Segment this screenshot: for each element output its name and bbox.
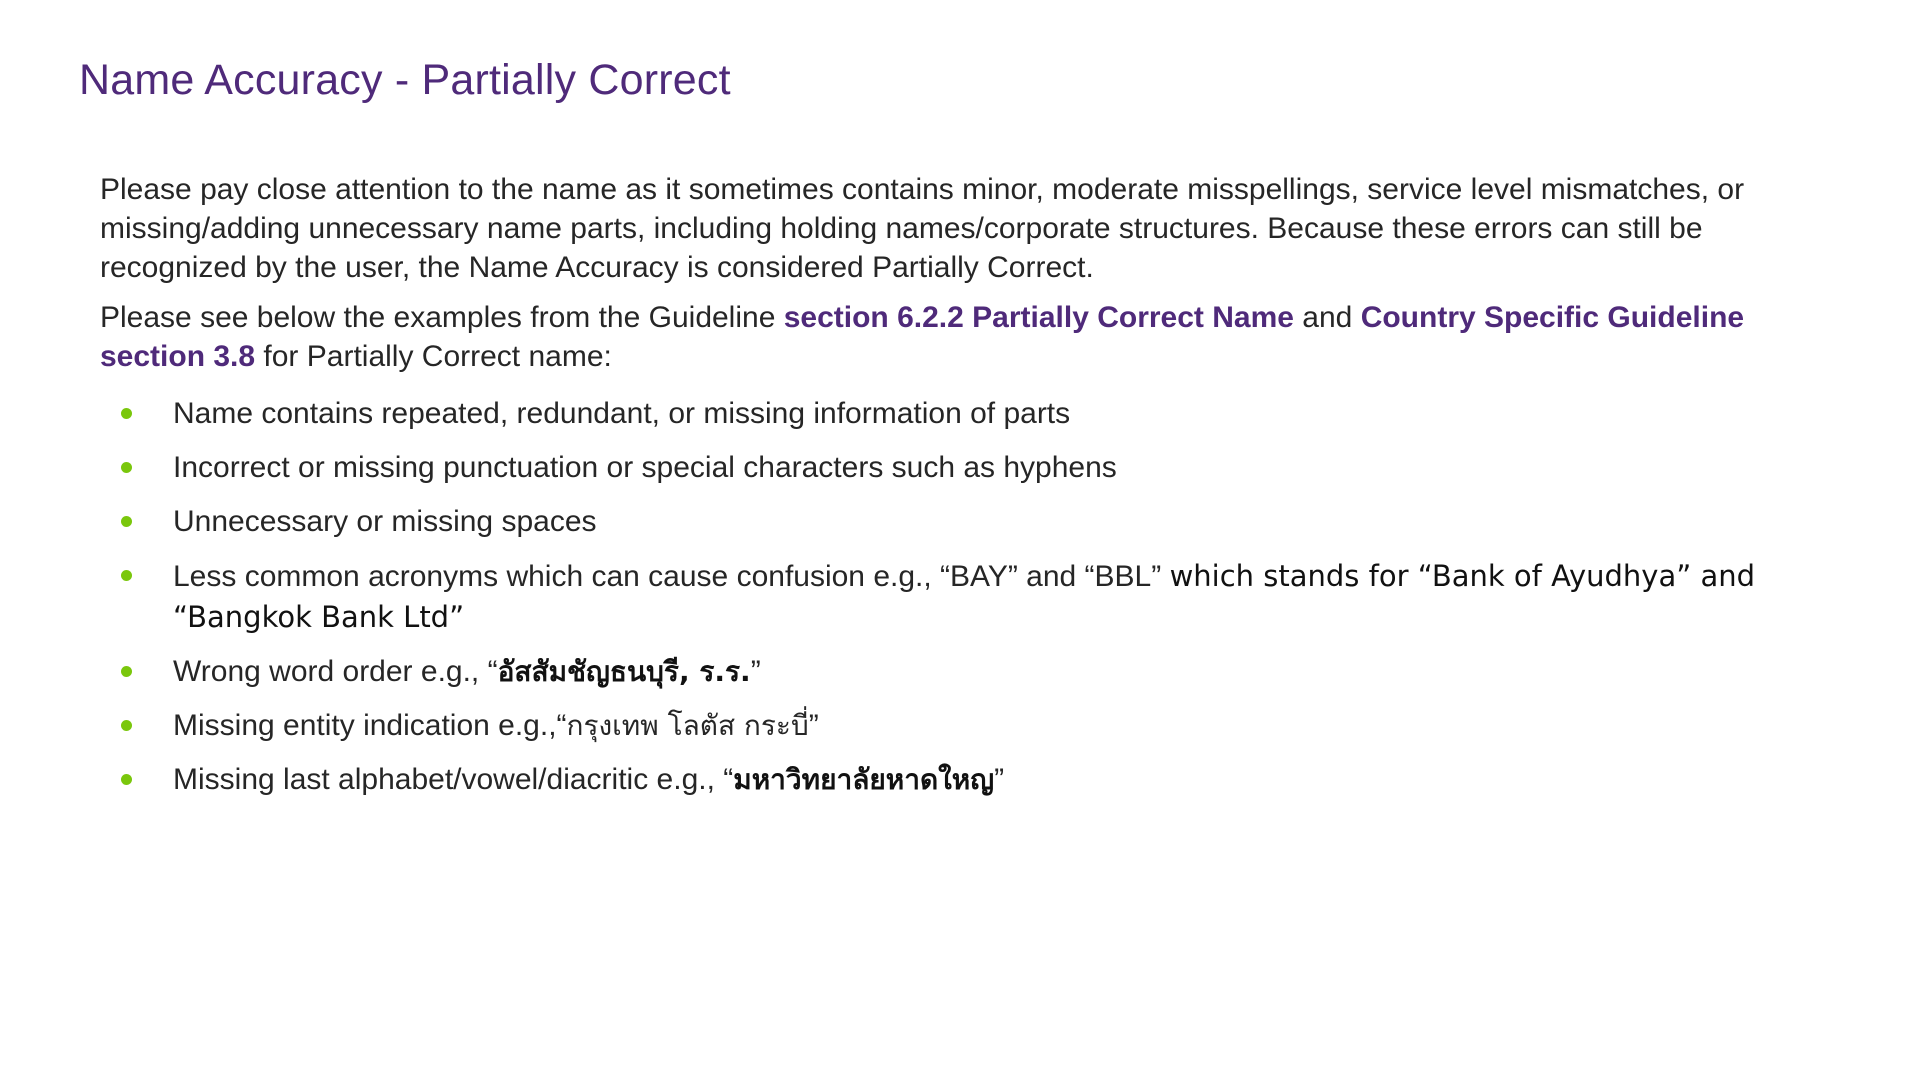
country-guideline-reference: Country Specific Guideline section 3.8 [100, 301, 1745, 373]
reference-intro-text: Please see below the examples from the Guideline [100, 301, 784, 334]
closing-quote: ” [994, 763, 1005, 796]
list-item [100, 652, 1830, 692]
list-item [100, 556, 1830, 638]
acronym-explanation-text: which stands for “Bank of Ayudhya” and “Bangkok Bank Ltd” [173, 559, 1756, 634]
guideline-section-reference: section 6.2.2 Partially Correct Name [783, 301, 1294, 334]
list-item-text: Missing last alphabet/vowel/diacritic e.g., “ [173, 763, 734, 796]
closing-quote: ” [808, 709, 819, 742]
list-item-text: Wrong word order e.g., “ [173, 655, 498, 688]
slide-body [100, 170, 1830, 814]
list-item [100, 502, 1830, 542]
bullet-dot-icon [121, 570, 132, 581]
bullet-dot-icon [121, 720, 132, 731]
list-item [100, 394, 1830, 434]
bullet-dot-icon [121, 774, 132, 785]
list-item [100, 706, 1830, 746]
slide-title: Name Accuracy - Partially Correct [79, 56, 731, 104]
thai-example-text: กรุงเทพ โลตัส กระบี่ [566, 709, 809, 742]
examples-list [100, 394, 1830, 800]
list-item [100, 448, 1830, 488]
reference-end-text: for Partially Correct name: [255, 340, 612, 373]
list-item-text: Unnecessary or missing spaces [173, 505, 597, 538]
list-item-text: Less common acronyms which can cause confusion e.g., “BAY” and “BBL” [173, 560, 1170, 593]
intro-paragraph: Please pay close attention to the name as it sometimes contains minor, moderate misspellings, service level mismatches, or missing/adding unnecessary name parts, including holding names/corporate structures. Because these errors can still be recognized by the user, the Name Accuracy is considered Partially Correct. [100, 173, 1745, 284]
list-item [100, 760, 1830, 800]
thai-example-text: อัสสัมชัญธนบุรี, ร.ร. [497, 655, 751, 688]
list-item-text: Missing entity indication e.g.,“ [173, 709, 567, 742]
bullet-dot-icon [121, 666, 132, 677]
bullet-dot-icon [121, 516, 132, 527]
bullet-dot-icon [121, 462, 132, 473]
closing-quote: ” [750, 655, 761, 688]
bullet-dot-icon [121, 408, 132, 419]
reference-paragraph [100, 298, 1830, 376]
list-item-text: Incorrect or missing punctuation or special characters such as hyphens [173, 451, 1117, 484]
reference-conjunction: and [1293, 301, 1361, 334]
thai-example-text: มหาวิทยาลัยหาดใหญ [733, 763, 995, 796]
list-item-text: Name contains repeated, redundant, or missing information of parts [173, 397, 1071, 430]
